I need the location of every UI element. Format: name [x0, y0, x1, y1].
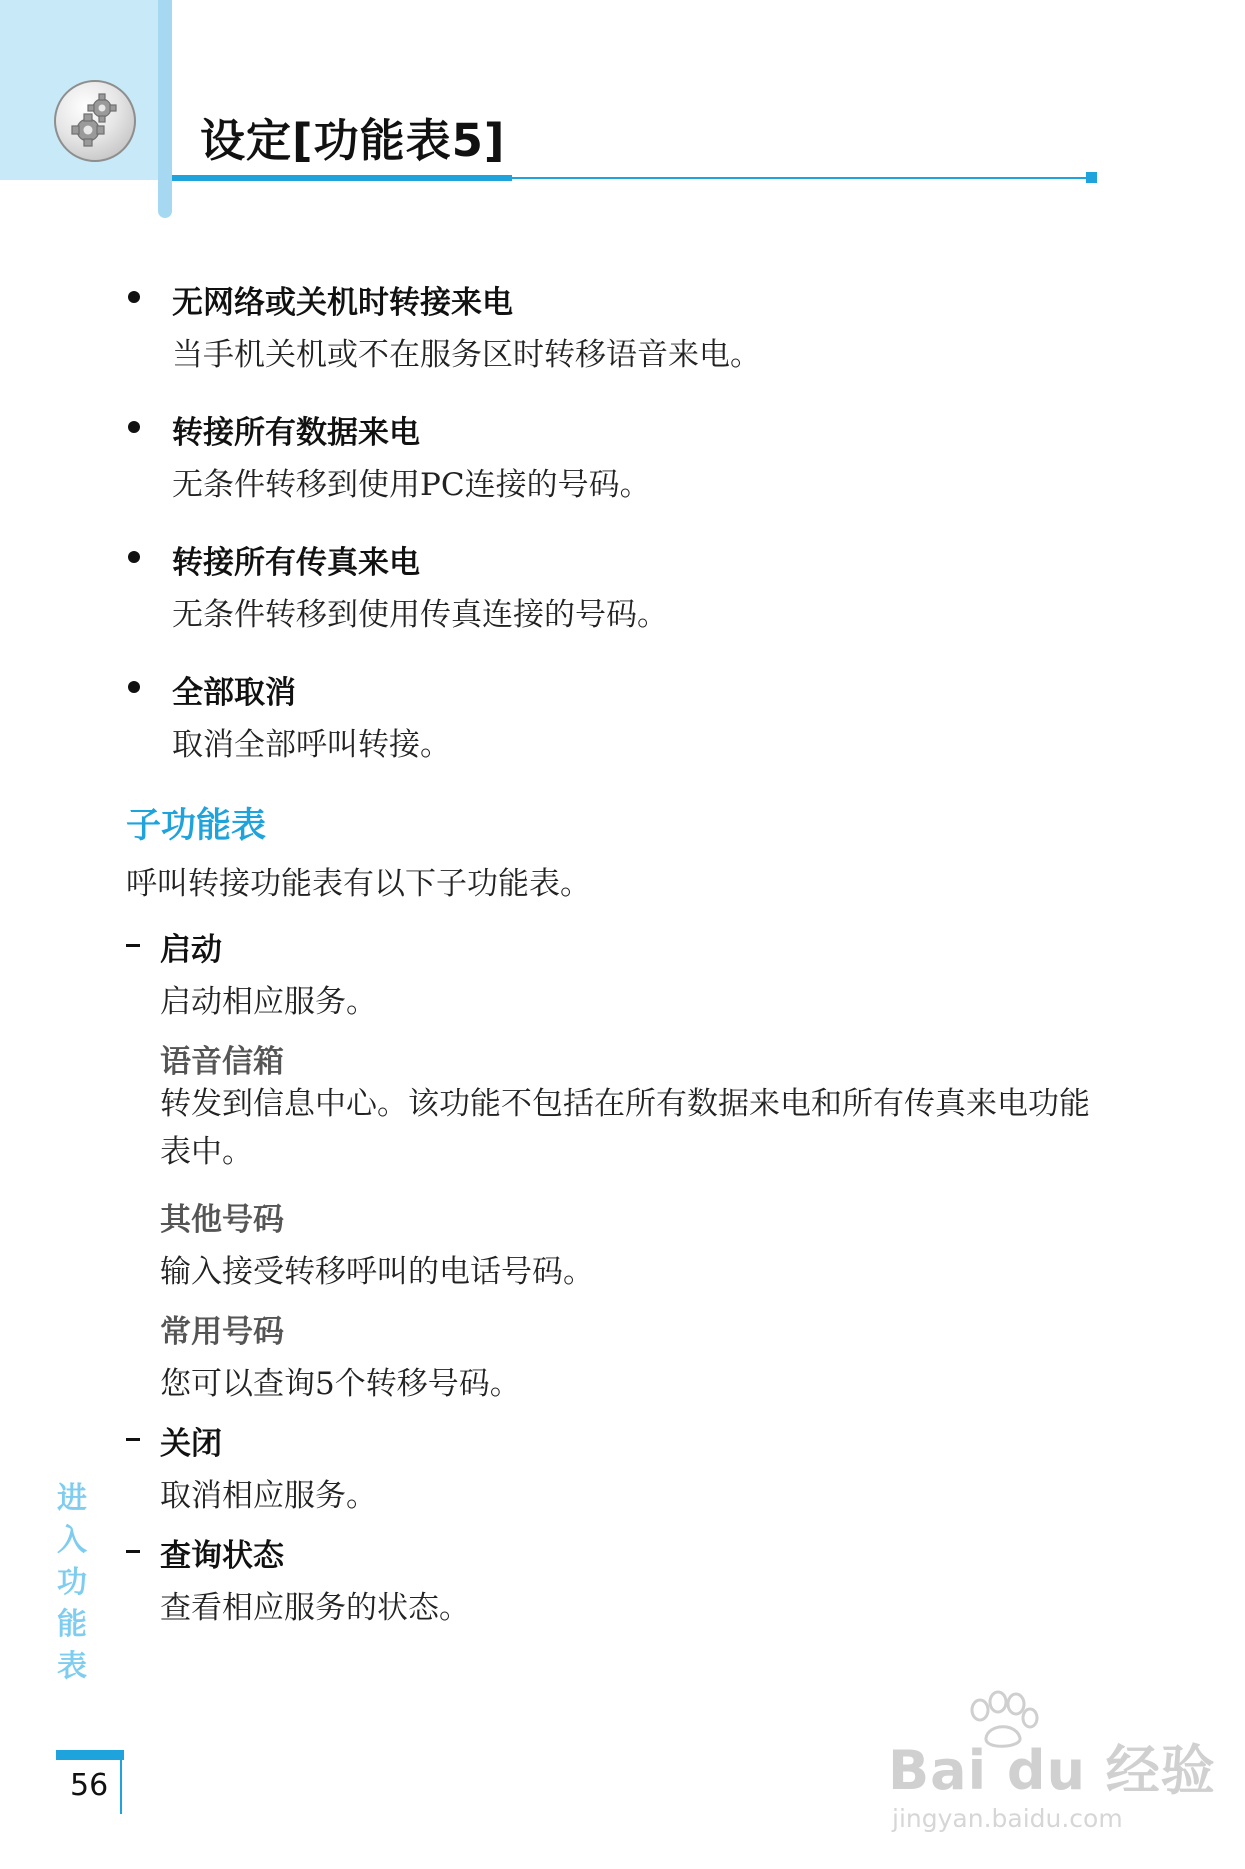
option-body: 转发到信息中心。该功能不包括在所有数据来电和所有传真来电功能表中。 [160, 1086, 1090, 1170]
bullet-body: 无条件转移到使用PC连接的号码。 [172, 467, 651, 503]
dash-mark [126, 944, 140, 947]
option-heading: 常用号码 [160, 1314, 284, 1350]
page-title: 设定[功能表5] [200, 114, 506, 167]
section-intro: 呼叫转接功能表有以下子功能表。 [126, 866, 591, 902]
bullet-body: 当手机关机或不在服务区时转移语音来电。 [172, 337, 761, 373]
bullet-heading: 转接所有传真来电 [172, 545, 420, 581]
option-heading: 其他号码 [160, 1202, 284, 1238]
title-underline-end-square [1086, 172, 1097, 183]
option-body: 输入接受转移呼叫的电话号码。 [160, 1254, 594, 1290]
dash-mark [126, 1438, 140, 1441]
option-heading: 语音信箱 [160, 1044, 284, 1080]
submenu-item-heading: 关闭 [160, 1426, 222, 1462]
gears-icon [54, 80, 136, 162]
submenu-item-body: 取消相应服务。 [160, 1478, 377, 1514]
watermark-url: jingyan.baidu.com [892, 1804, 1123, 1833]
bullet-dot [128, 291, 140, 303]
section-heading-submenu: 子功能表 [126, 806, 267, 846]
bullet-heading: 转接所有数据来电 [172, 415, 420, 451]
page-number-rule [120, 1760, 122, 1814]
page-number-bar [56, 1750, 124, 1760]
option-body: 您可以查询5个转移号码。 [160, 1366, 521, 1402]
bullet-dot [128, 421, 140, 433]
submenu-item-body: 启动相应服务。 [160, 984, 377, 1020]
title-underline-thick [172, 175, 512, 181]
bullet-heading: 全部取消 [172, 675, 296, 711]
side-tab-label [52, 1478, 92, 1688]
side-tab-char: 能 [57, 1607, 87, 1642]
page-number: 56 [70, 1768, 109, 1803]
submenu-item-body: 查看相应服务的状态。 [160, 1590, 470, 1626]
title-underline-thin [512, 177, 1092, 179]
bullet-body: 无条件转移到使用传真连接的号码。 [172, 597, 668, 633]
bullet-body: 取消全部呼叫转接。 [172, 727, 451, 763]
baidu-watermark [888, 1690, 1216, 1840]
side-tab-char: 表 [57, 1649, 87, 1684]
submenu-item-heading: 查询状态 [160, 1538, 284, 1574]
bullet-dot [128, 551, 140, 563]
side-tab-char: 功 [57, 1565, 87, 1600]
side-tab-char: 进 [57, 1481, 87, 1516]
submenu-item-heading: 启动 [160, 932, 222, 968]
bullet-dot [128, 681, 140, 693]
header-vertical-bar [158, 0, 172, 218]
dash-mark [126, 1550, 140, 1553]
watermark-brand: Bai du 经验 [888, 1739, 1216, 1802]
bullet-heading: 无网络或关机时转接来电 [172, 285, 513, 321]
side-tab-char: 入 [57, 1523, 87, 1558]
